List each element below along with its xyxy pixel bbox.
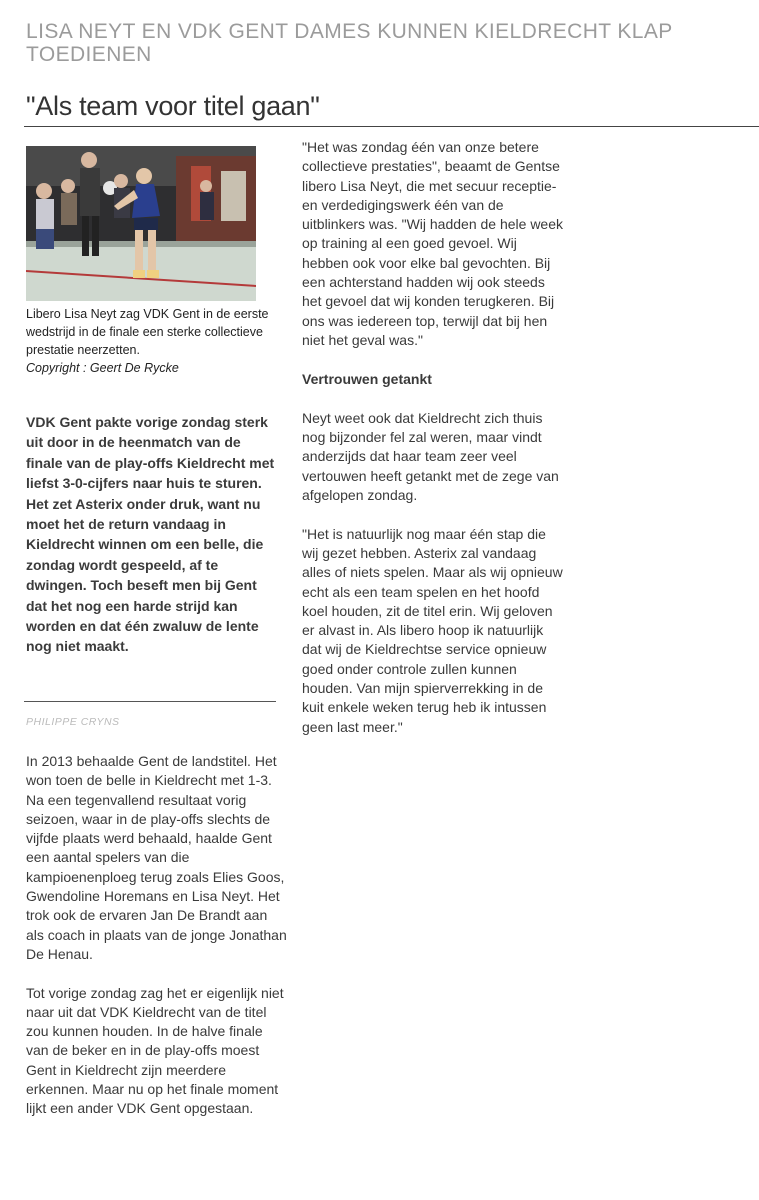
- body-paragraph: Tot vorige zondag zag het er eigenlijk niet naar uit dat VDK Kieldrecht van de titel zou kunnen houden. In de halve finale van de beker en in de play-offs moest Gent in Kieldrecht zijn meerdere erkennen. Maar nu op het finale moment lijkt een ander VDK Gent opgestaan.: [26, 984, 284, 1117]
- headline-divider: [24, 126, 759, 127]
- body-paragraph: "Het is natuurlijk nog maar één stap die wij gezet hebben. Asterix zal vandaag alles of niets spelen. Maar als wij opnieuw echt als een team spelen en het hoofd koel houden, zit de titel erin. Wij geloven er alvast in. Als libero hoop ik natuurlijk dat wij de Kieldrechtse service opnieuw goed onder controle zullen kunnen houden. Van mijn spierverrekking in de kuit enkele weken terug heb ik intussen geen last meer.": [302, 525, 563, 735]
- body-column-left: [26, 752, 288, 1138]
- photo-caption: Libero Lisa Neyt zag VDK Gent in de eerste wedstrijd in de finale een sterke collectieve prestatie neerzetten.: [26, 307, 269, 357]
- body-paragraph: "Het was zondag één van onze betere collectieve prestaties", beaamt de Gentse libero Lisa Neyt, die met secuur receptie- en verdedigingswerk één van de uitblinkers was. "Wij hadden de hele week op training al een goed gevoel. Wij hebben ook voor elke bal gevochten. Bij een achterstand hadden wij ook steeds het gevoel dat wij konden terugkeren. Bij ons was iedereen top, terwijl dat bij hen niet het geval was.": [302, 139, 563, 348]
- article-kicker: LISA NEYT EN VDK GENT DAMES KUNNEN KIELDRECHT KLAP TOEDIENEN: [26, 20, 673, 66]
- article-headline: "Als team voor titel gaan": [26, 91, 320, 121]
- volleyball-photo: [26, 146, 256, 301]
- lead-divider: [24, 701, 276, 702]
- body-paragraph: Neyt weet ook dat Kieldrecht zich thuis nog bijzonder fel zal weren, maar vindt anderzijds dat haar team zeer veel vertouwen heeft getankt met de zege van afgelopen zondag.: [302, 409, 559, 504]
- body-column-right: [302, 138, 564, 756]
- body-paragraph: In 2013 behaalde Gent de landstitel. Het won toen de belle in Kieldrecht met 1-3. Na een tegenvallend resultaat vorig seizoen, waar in de play-offs slechts de vijfde plaats werd behaald, haalde Gent een aantal spelers van die kampioenenploeg terug zoals Elies Goos, Gwendoline Horemans en Lisa Neyt. Het trok ook de ervaren Jan De Brandt aan als coach in plaats van de jonge Jonathan De Henau.: [26, 753, 287, 962]
- article-lead: VDK Gent pakte vorige zondag sterk uit door in de heenmatch van de finale van de play-offs Kieldrecht met liefst 3-0-cijfers naar huis te sturen. Het zet Asterix onder druk, want nu moet het de return vandaag in Kieldrecht winnen om een belle, die zondag wordt gespeeld, af te dwingen. Toch beseft men bij Gent dat het nog een harde strijd kan worden en dat één zwaluw de lente nog niet maakt.: [26, 414, 275, 655]
- volleyball-photo-drawing: [26, 146, 256, 301]
- photo-credit: Copyright : Geert De Rycke: [26, 361, 179, 375]
- photo-caption-block: [26, 305, 271, 377]
- article-subhead: Vertrouwen getankt: [302, 370, 432, 387]
- article-author: PHILIPPE CRYNS: [26, 716, 120, 728]
